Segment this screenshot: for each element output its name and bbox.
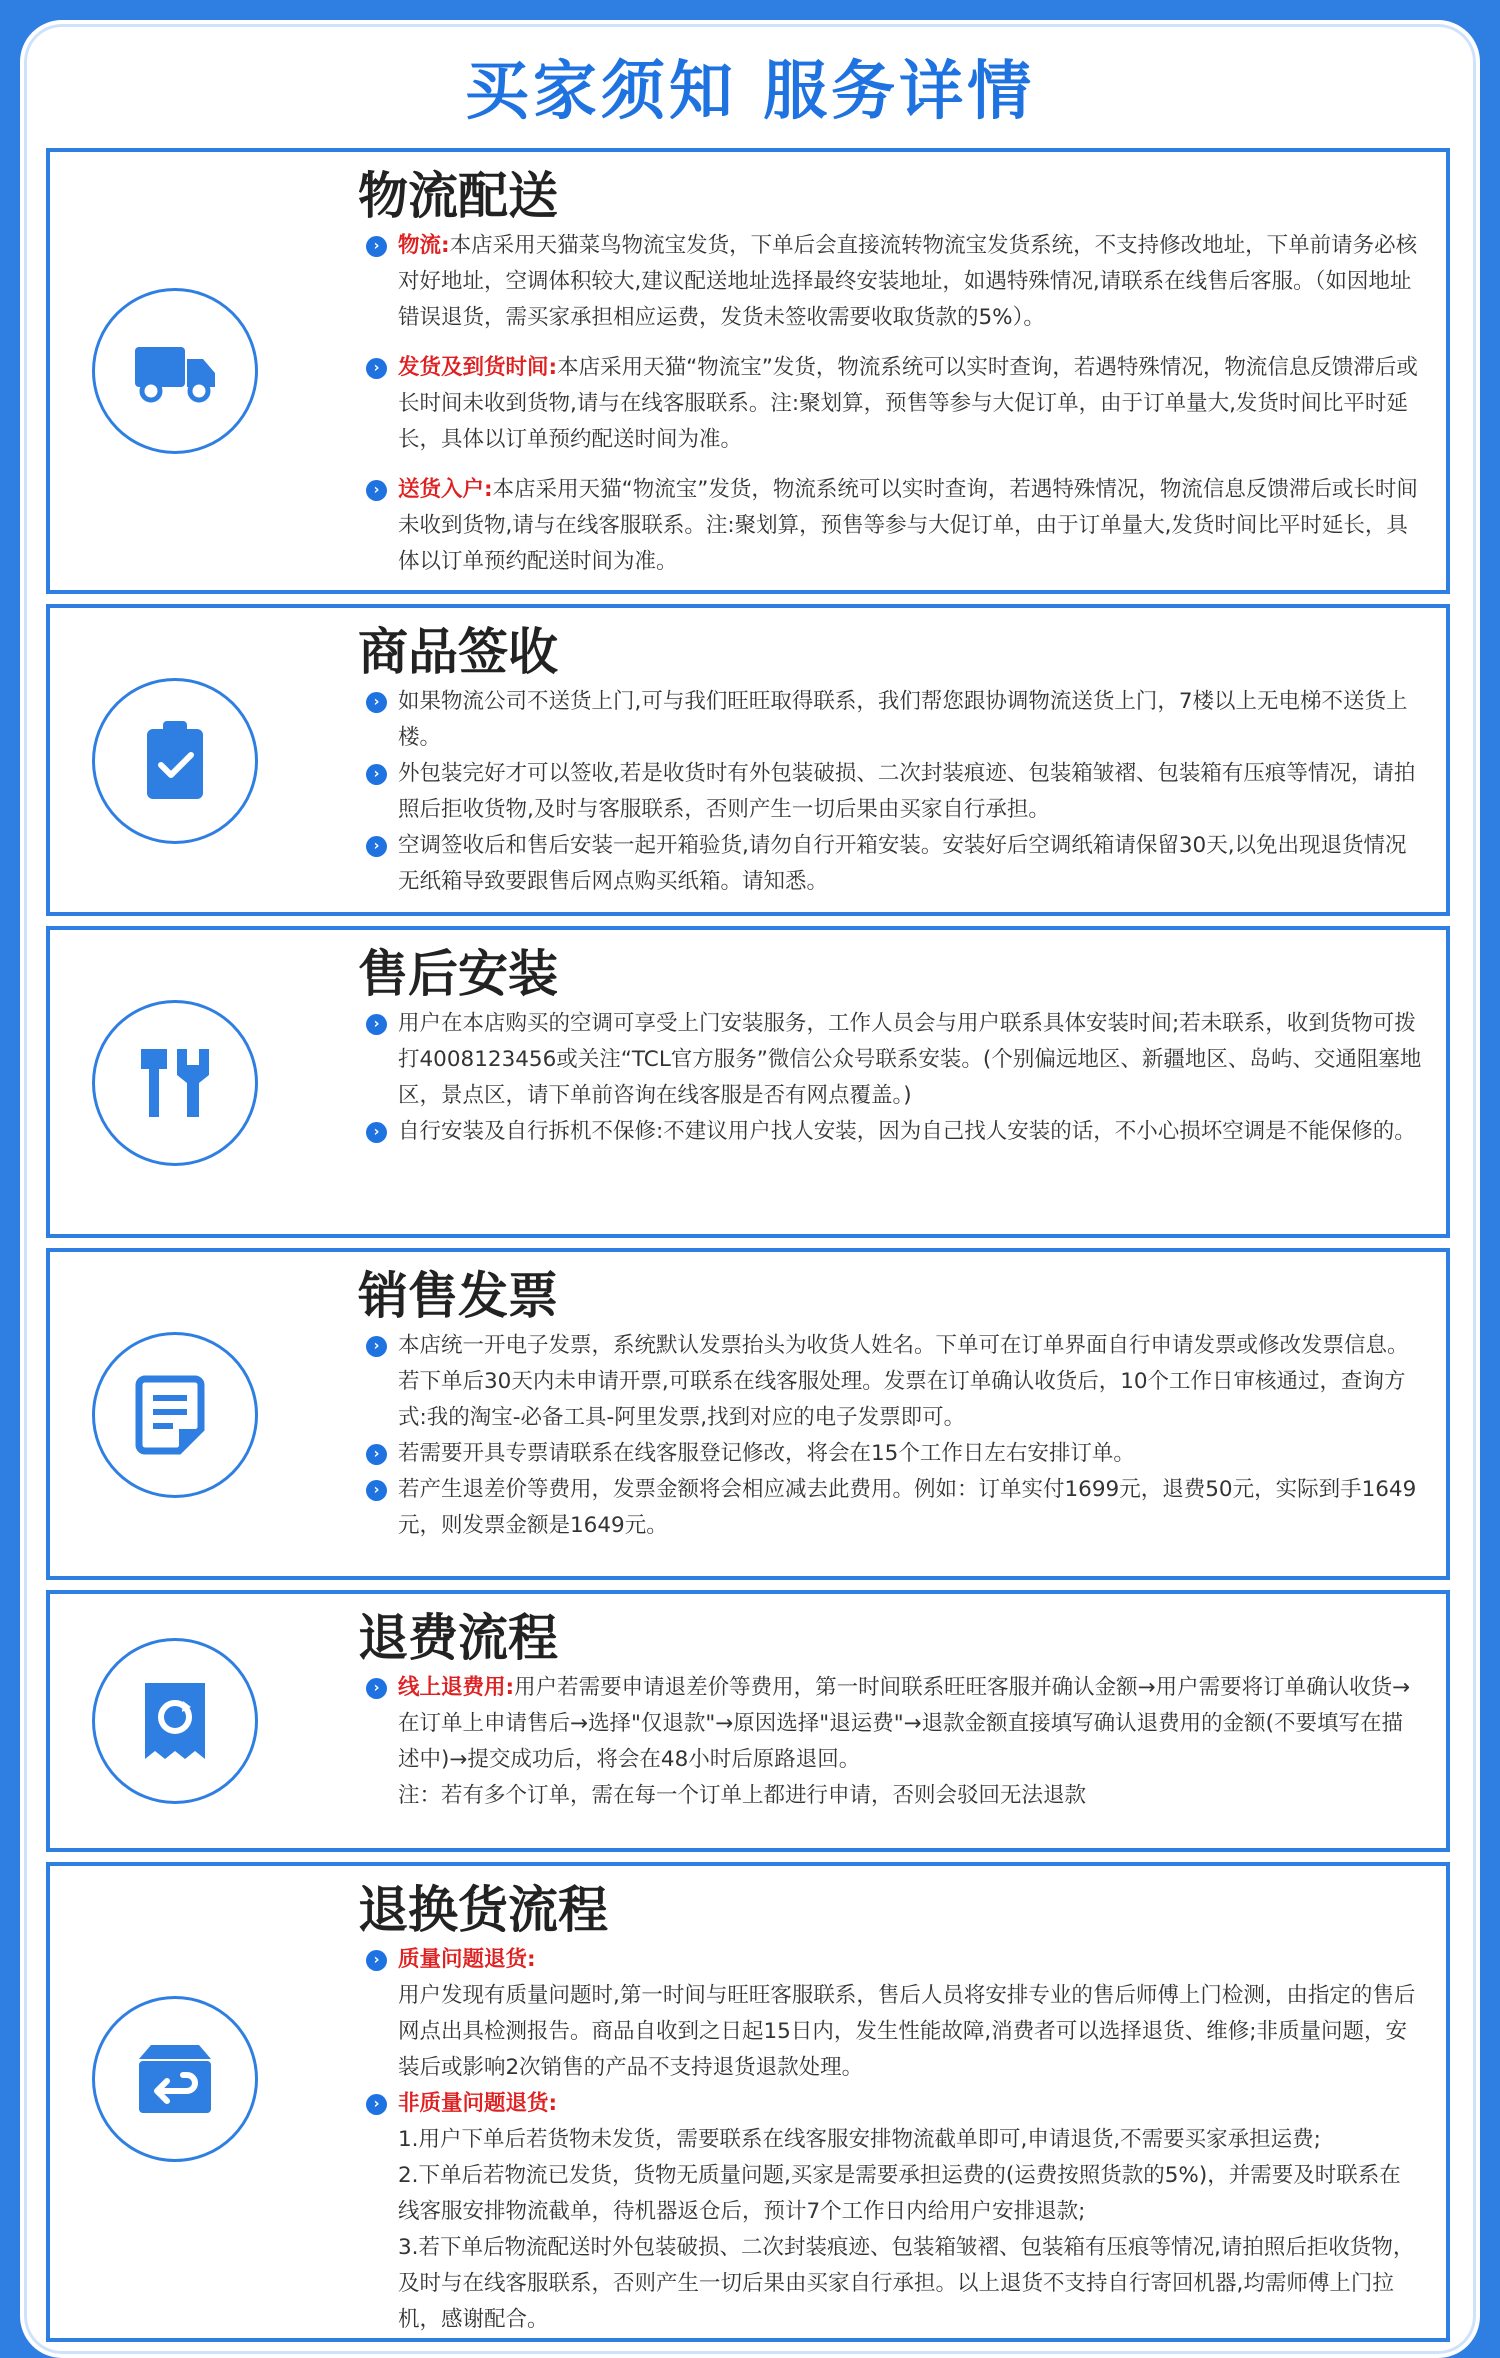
invoice-icon xyxy=(92,1332,258,1498)
list-item xyxy=(366,1114,1422,1150)
chevron-right-icon: › xyxy=(366,2094,387,2115)
truck-icon xyxy=(92,288,258,454)
list-item xyxy=(366,828,1422,900)
section-invoice xyxy=(46,1248,1450,1580)
item-label: 线上退费用: xyxy=(398,1675,515,1700)
list-item xyxy=(366,472,1422,580)
item-label: 发货及到货时间: xyxy=(398,355,558,380)
list-item xyxy=(366,1472,1422,1544)
chevron-right-icon: › xyxy=(366,1014,387,1035)
list-item xyxy=(366,756,1422,828)
list-item xyxy=(366,2086,1422,2122)
list-item xyxy=(366,1436,1422,1472)
non-quality-line: 3.若下单后物流配送时外包装破损、二次封装痕迹、包装箱皱褶、包装箱有压痕等情况,请拍照后拒收货物，及时与在线客服联系，否则产生一切后果由买家自行承担。以上退货不支持自行寄回机器,均需师傅上门拉机，感谢配合。 xyxy=(398,2235,1415,2332)
return-box-icon xyxy=(92,1996,258,2162)
list-item xyxy=(366,1670,1422,1778)
item-text: 用户若需要申请退差价等费用，第一时间联系旺旺客服并确认金额→用户需要将订单确认收货→在订单上申请售后→选择"仅退款"→原因选择"退运费"→退款金额直接填写确认退费用的金额(不要填写在描述中)→提交成功后，将会在48小时后原路退回。 xyxy=(398,1675,1411,1772)
non-quality-line: 2.下单后若物流已发货，货物无质量问题,买家是需要承担运费的(运费按照货款的5%)，并需要及时联系在线客服安排物流截单，待机器返仓后，预计7个工作日内给用户安排退款; xyxy=(398,2163,1401,2224)
chevron-right-icon: › xyxy=(366,1950,387,1971)
chevron-right-icon: › xyxy=(366,764,387,785)
item-text: 空调签收后和售后安装一起开箱验货,请勿自行开箱安装。安装好后空调纸箱请保留30天,以免出现退货情况无纸箱导致要跟售后网点购买纸箱。请知悉。 xyxy=(398,833,1407,894)
section-receipt xyxy=(46,604,1450,916)
item-text: 用户在本店购买的空调可享受上门安装服务，工作人员会与用户联系具体安装时间;若未联系，收到货物可拨打4008123456或关注“TCL官方服务”微信公众号联系安装。(个别偏远地区、新疆地区、岛屿、交通阻塞地区，景点区，请下单前咨询在线客服是否有网点覆盖。) xyxy=(398,1011,1422,1108)
section-logistics xyxy=(46,148,1450,594)
section-installation xyxy=(46,926,1450,1238)
section-title: 物流配送 xyxy=(358,167,558,225)
section-title: 商品签收 xyxy=(358,623,558,681)
chevron-right-icon: › xyxy=(366,692,387,713)
item-text: 本店采用天猫“物流宝”发货，物流系统可以实时查询，若遇特殊情况，物流信息反馈滞后或长时间未收到货物,请与在线客服联系。注:聚划算，预售等参与大促订单，由于订单量大,发货时间比平时延长，具体以订单预约配送时间为准。 xyxy=(398,477,1418,574)
section-return xyxy=(46,1862,1450,2342)
section-refund xyxy=(46,1590,1450,1852)
item-label: 非质量问题退货: xyxy=(398,2091,558,2116)
item-text: 自行安装及自行拆机不保修:不建议用户找人安装，因为自己找人安装的话，不小心损坏空调是不能保修的。 xyxy=(398,1119,1416,1144)
quality-return-text: 用户发现有质量问题时,第一时间与旺旺客服联系，售后人员将安排专业的售后师傅上门检测，由指定的售后网点出具检测报告。商品自收到之日起15日内，发生性能故障,消费者可以选择退货、维修;非质量问题，安装后或影响2次销售的产品不支持退货退款处理。 xyxy=(398,1983,1416,2080)
section-title: 退换货流程 xyxy=(358,1881,608,1939)
chevron-right-icon: › xyxy=(366,836,387,857)
item-label: 质量问题退货: xyxy=(398,1947,536,1972)
list-item xyxy=(366,1006,1422,1114)
item-text: 本店采用天猫“物流宝”发货，物流系统可以实时查询，若遇特殊情况，物流信息反馈滞后或长时间未收到货物,请与在线客服联系。注:聚划算，预售等参与大促订单，由于订单量大,发货时间比平时延长，具体以订单预约配送时间为准。 xyxy=(398,355,1418,452)
item-text: 若产生退差价等费用，发票金额将会相应减去此费用。例如：订单实付1699元，退费50元，实际到手1649元，则发票金额是1649元。 xyxy=(398,1477,1417,1538)
page-title: 买家须知 服务详情 xyxy=(464,55,1036,129)
list-item xyxy=(366,1328,1422,1436)
item-label: 物流: xyxy=(398,233,450,258)
list-item xyxy=(366,228,1422,336)
section-title: 退费流程 xyxy=(358,1609,558,1667)
non-quality-line: 1.用户下单后若货物未发货，需要联系在线客服安排物流截单即可,申请退货,不需要买家承担运费; xyxy=(398,2127,1321,2152)
item-label: 送货入户: xyxy=(398,477,493,502)
clipboard-check-icon xyxy=(92,678,258,844)
section-title: 售后安装 xyxy=(358,945,558,1003)
chevron-right-icon: › xyxy=(366,1444,387,1465)
list-item xyxy=(366,684,1422,756)
section-title: 销售发票 xyxy=(358,1267,558,1325)
chevron-right-icon: › xyxy=(366,1678,387,1699)
chevron-right-icon: › xyxy=(366,358,387,379)
chevron-right-icon: › xyxy=(366,236,387,257)
refund-note: 注：若有多个订单，需在每一个订单上都进行申请，否则会驳回无法退款 xyxy=(398,1783,1087,1808)
chevron-right-icon: › xyxy=(366,1480,387,1501)
list-item xyxy=(366,1942,1422,1978)
refund-icon xyxy=(92,1638,258,1804)
list-item xyxy=(366,350,1422,458)
item-text: 外包装完好才可以签收,若是收货时有外包装破损、二次封装痕迹、包装箱皱褶、包装箱有压痕等情况，请拍照后拒收货物,及时与客服联系，否则产生一切后果由买家自行承担。 xyxy=(398,761,1416,822)
tools-icon xyxy=(92,1000,258,1166)
chevron-right-icon: › xyxy=(366,1122,387,1143)
chevron-right-icon: › xyxy=(366,1336,387,1357)
item-text: 如果物流公司不送货上门,可与我们旺旺取得联系，我们帮您跟协调物流送货上门，7楼以上无电梯不送货上楼。 xyxy=(398,689,1408,750)
item-text: 本店采用天猫菜鸟物流宝发货，下单后会直接流转物流宝发货系统，不支持修改地址，下单前请务必核对好地址，空调体积较大,建议配送地址选择最终安装地址，如遇特殊情况,请联系在线售后客服。（如因地址错误退货，需买家承担相应运费，发货未签收需要收取货款的5%）。 xyxy=(398,233,1418,330)
chevron-right-icon: › xyxy=(366,480,387,501)
item-text: 本店统一开电子发票，系统默认发票抬头为收货人姓名。下单可在订单界面自行申请发票或修改发票信息。若下单后30天内未申请开票,可联系在线客服处理。发票在订单确认收货后，10个工作日审核通过，查询方式:我的淘宝-必备工具-阿里发票,找到对应的电子发票即可。 xyxy=(398,1333,1409,1430)
item-text: 若需要开具专票请联系在线客服登记修改，将会在15个工作日左右安排订单。 xyxy=(398,1441,1135,1466)
